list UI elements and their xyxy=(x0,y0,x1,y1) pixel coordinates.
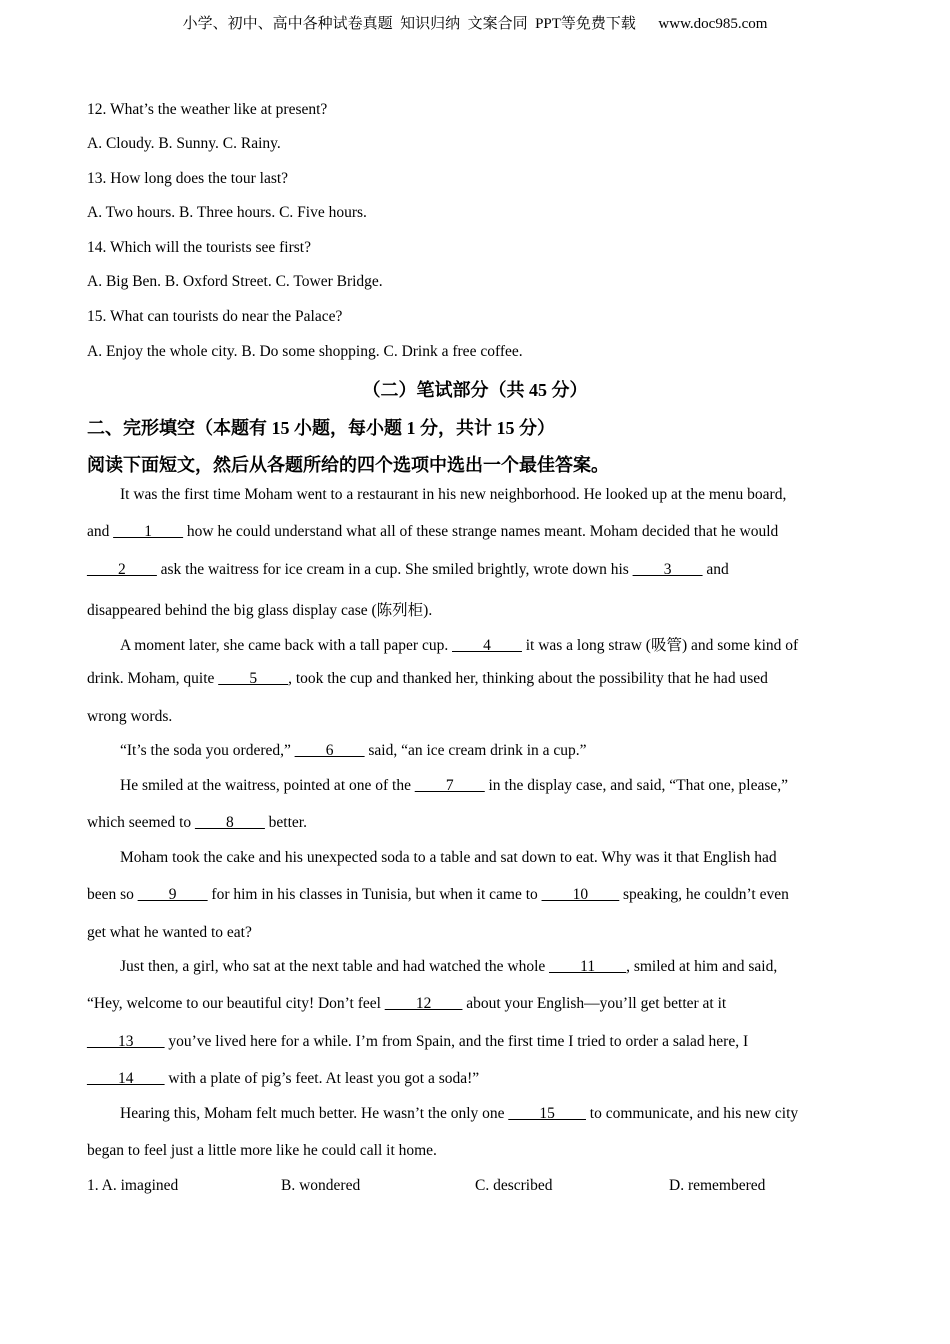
blank-13: ____13____ xyxy=(87,1033,165,1050)
blank-7: ____7____ xyxy=(414,777,485,794)
blank-6: ____6____ xyxy=(294,742,365,759)
passage-line: disappeared behind the big glass display case (陈列柜). xyxy=(87,602,433,619)
blank-5: ____5____ xyxy=(218,670,289,687)
q1-option-d: D. remembered xyxy=(669,1177,766,1194)
blank-3: ____3____ xyxy=(632,561,703,578)
passage-line: began to feel just a little more like he could call it home. xyxy=(87,1142,437,1159)
page-header: 小学、初中、高中各种试卷真题 知识归纳 文案合同 PPT等免费下载 www.doc985.com xyxy=(182,16,768,32)
q1-option-c: C. described xyxy=(475,1177,553,1194)
section-title: 二、完形填空（本题有 15 小题，每小题 1 分，共计 15 分） xyxy=(87,418,555,438)
q1-option-a: 1. A. imagined xyxy=(87,1177,179,1194)
passage-line: He smiled at the waitress, pointed at one of the ____7____ in the display case, and said, “That one, please,” xyxy=(120,777,789,794)
blank-9: ____9____ xyxy=(137,886,208,903)
question-15: 15. What can tourists do near the Palace? xyxy=(87,308,343,325)
blank-11: ____11____ xyxy=(549,958,627,975)
question-12-options: A. Cloudy. B. Sunny. C. Rainy. xyxy=(87,135,281,152)
passage-line: which seemed to ____8____ better. xyxy=(87,814,307,831)
passage-line: wrong words. xyxy=(87,708,173,725)
blank-2: ____2____ xyxy=(87,561,157,578)
blank-10: ____10____ xyxy=(541,886,620,903)
part-two-title: （二）笔试部分（共 45 分） xyxy=(362,380,588,400)
passage-line: ____13____ you’ve lived here for a while. I’m from Spain, and the first time I tried to order a salad here, I xyxy=(87,1033,749,1050)
blank-15: ____15____ xyxy=(508,1105,586,1122)
passage-line: “It’s the soda you ordered,” ____6____ said, “an ice cream drink in a cup.” xyxy=(120,742,587,759)
blank-12: ____12____ xyxy=(384,995,463,1012)
question-13-options: A. Two hours. B. Three hours. C. Five hours. xyxy=(87,204,367,221)
q1-option-b: B. wondered xyxy=(281,1177,361,1194)
passage-line: get what he wanted to eat? xyxy=(87,924,252,941)
passage-line: ____2____ ask the waitress for ice cream in a cup. She smiled brightly, wrote down his ____3____ and xyxy=(87,561,729,578)
blank-14: ____14____ xyxy=(87,1070,165,1087)
blank-8: ____8____ xyxy=(195,814,265,831)
passage-line: Just then, a girl, who sat at the next table and had watched the whole ____11____, smiled at him and said, xyxy=(120,958,778,975)
question-14: 14. Which will the tourists see first? xyxy=(87,239,311,256)
question-14-options: A. Big Ben. B. Oxford Street. C. Tower Bridge. xyxy=(87,273,383,290)
blank-1: ____1____ xyxy=(113,523,184,540)
question-12: 12. What’s the weather like at present? xyxy=(87,101,328,118)
question-15-options: A. Enjoy the whole city. B. Do some shopping. C. Drink a free coffee. xyxy=(87,343,523,360)
passage-line: “Hey, welcome to our beautiful city! Don’t feel ____12____ about your English—you’ll get better at it xyxy=(87,995,727,1012)
passage-line: Hearing this, Moham felt much better. He wasn’t the only one ____15____ to communicate, and his new city xyxy=(120,1105,799,1122)
passage-line: It was the first time Moham went to a restaurant in his new neighborhood. He looked up at the menu board, xyxy=(120,486,787,503)
passage-line: drink. Moham, quite ____5____, took the cup and thanked her, thinking about the possibility that he had used xyxy=(87,670,768,687)
passage-line: A moment later, she came back with a tall paper cup. ____4____ it was a long straw (吸管) and some kind of xyxy=(120,637,799,654)
passage-line: Moham took the cake and his unexpected soda to a table and sat down to eat. Why was it that English had xyxy=(120,849,777,866)
question-13: 13. How long does the tour last? xyxy=(87,170,289,187)
passage-line: and ____1____ how he could understand what all of these strange names meant. Moham decided that he would xyxy=(87,523,779,540)
section-instruction: 阅读下面短文，然后从各题所给的四个选项中选出一个最佳答案。 xyxy=(87,455,609,475)
passage-line: been so ____9____ for him in his classes in Tunisia, but when it came to ____10____ speaking, he couldn’t even xyxy=(87,886,789,903)
passage-line: ____14____ with a plate of pig’s feet. At least you got a soda!” xyxy=(87,1070,480,1087)
blank-4: ____4____ xyxy=(452,637,522,654)
